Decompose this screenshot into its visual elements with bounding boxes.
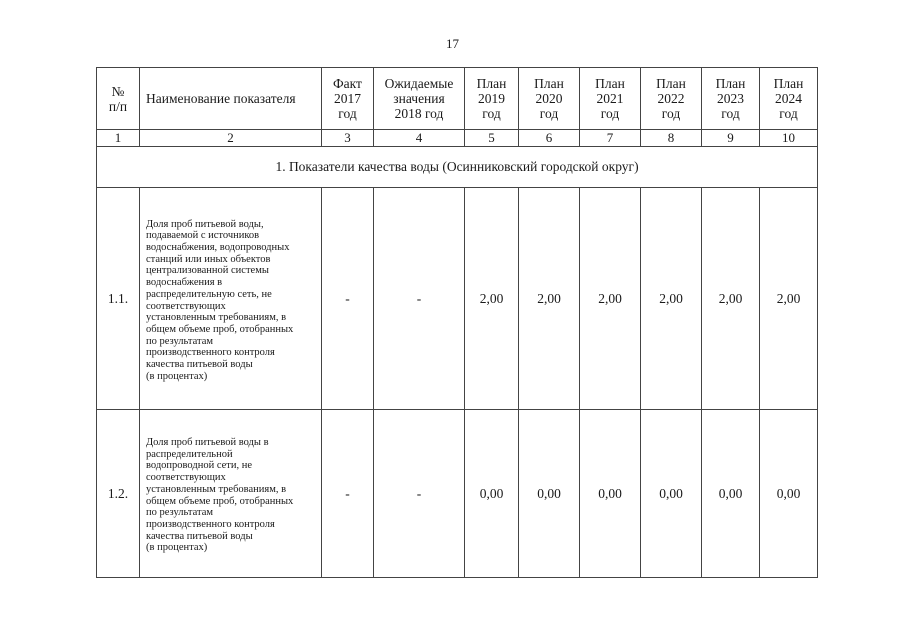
indicator-description: Доля проб питьевой воды, подаваемой с источников водоснабжения, водопроводных станций или иных объектов централизованной системы водоснабжения в распределительную сеть, не соответствующих установленным требованиям, в общем объеме проб, отобранных по результатам производственного контроля качества питьевой воды (в процентах) bbox=[140, 188, 322, 410]
header-plan-2022: План 2022 год bbox=[641, 68, 702, 130]
value-cell: 2,00 bbox=[702, 188, 760, 410]
section-row bbox=[97, 147, 818, 188]
header-name: Наименование показателя bbox=[140, 68, 322, 130]
value-cell: - bbox=[374, 410, 465, 578]
value-cell: 0,00 bbox=[641, 410, 702, 578]
header-row bbox=[97, 68, 818, 130]
column-number: 2 bbox=[140, 130, 322, 147]
header-num: № п/п bbox=[97, 68, 140, 130]
value-cell: 2,00 bbox=[465, 188, 519, 410]
value-cell: 0,00 bbox=[465, 410, 519, 578]
header-plan-2020: План 2020 год bbox=[519, 68, 580, 130]
value-cell: 0,00 bbox=[580, 410, 641, 578]
table-row bbox=[97, 188, 818, 410]
column-number: 9 bbox=[702, 130, 760, 147]
indicator-description: Доля проб питьевой воды в распределительной водопроводной сети, не соответствующих установленным требованиям, в общем объеме проб, отобранных по результатам производственного контроля качества питьевой воды (в процентах) bbox=[140, 410, 322, 578]
page-number: 17 bbox=[446, 36, 459, 51]
value-cell: 0,00 bbox=[519, 410, 580, 578]
row-number: 1.1. bbox=[97, 188, 140, 410]
column-number: 6 bbox=[519, 130, 580, 147]
header-fact-2017: Факт 2017 год bbox=[322, 68, 374, 130]
value-cell: 2,00 bbox=[760, 188, 818, 410]
column-number: 10 bbox=[760, 130, 818, 147]
header-plan-2024: План 2024 год bbox=[760, 68, 818, 130]
header-plan-2021: План 2021 год bbox=[580, 68, 641, 130]
value-cell: 0,00 bbox=[760, 410, 818, 578]
column-number: 5 bbox=[465, 130, 519, 147]
value-cell: 2,00 bbox=[641, 188, 702, 410]
table-row bbox=[97, 410, 818, 578]
value-cell: 2,00 bbox=[519, 188, 580, 410]
indicators-table bbox=[96, 67, 818, 578]
value-cell: 0,00 bbox=[702, 410, 760, 578]
section-title: 1. Показатели качества воды (Осинниковский городской округ) bbox=[97, 147, 818, 188]
header-expected-2018: Ожидаемые значения 2018 год bbox=[374, 68, 465, 130]
value-cell: 2,00 bbox=[580, 188, 641, 410]
value-cell: - bbox=[322, 410, 374, 578]
column-number: 7 bbox=[580, 130, 641, 147]
header-plan-2019: План 2019 год bbox=[465, 68, 519, 130]
value-cell: - bbox=[322, 188, 374, 410]
value-cell: - bbox=[374, 188, 465, 410]
column-number: 3 bbox=[322, 130, 374, 147]
column-number: 8 bbox=[641, 130, 702, 147]
header-plan-2023: План 2023 год bbox=[702, 68, 760, 130]
column-number: 1 bbox=[97, 130, 140, 147]
column-numbers-row bbox=[97, 130, 818, 147]
column-number: 4 bbox=[374, 130, 465, 147]
row-number: 1.2. bbox=[97, 410, 140, 578]
